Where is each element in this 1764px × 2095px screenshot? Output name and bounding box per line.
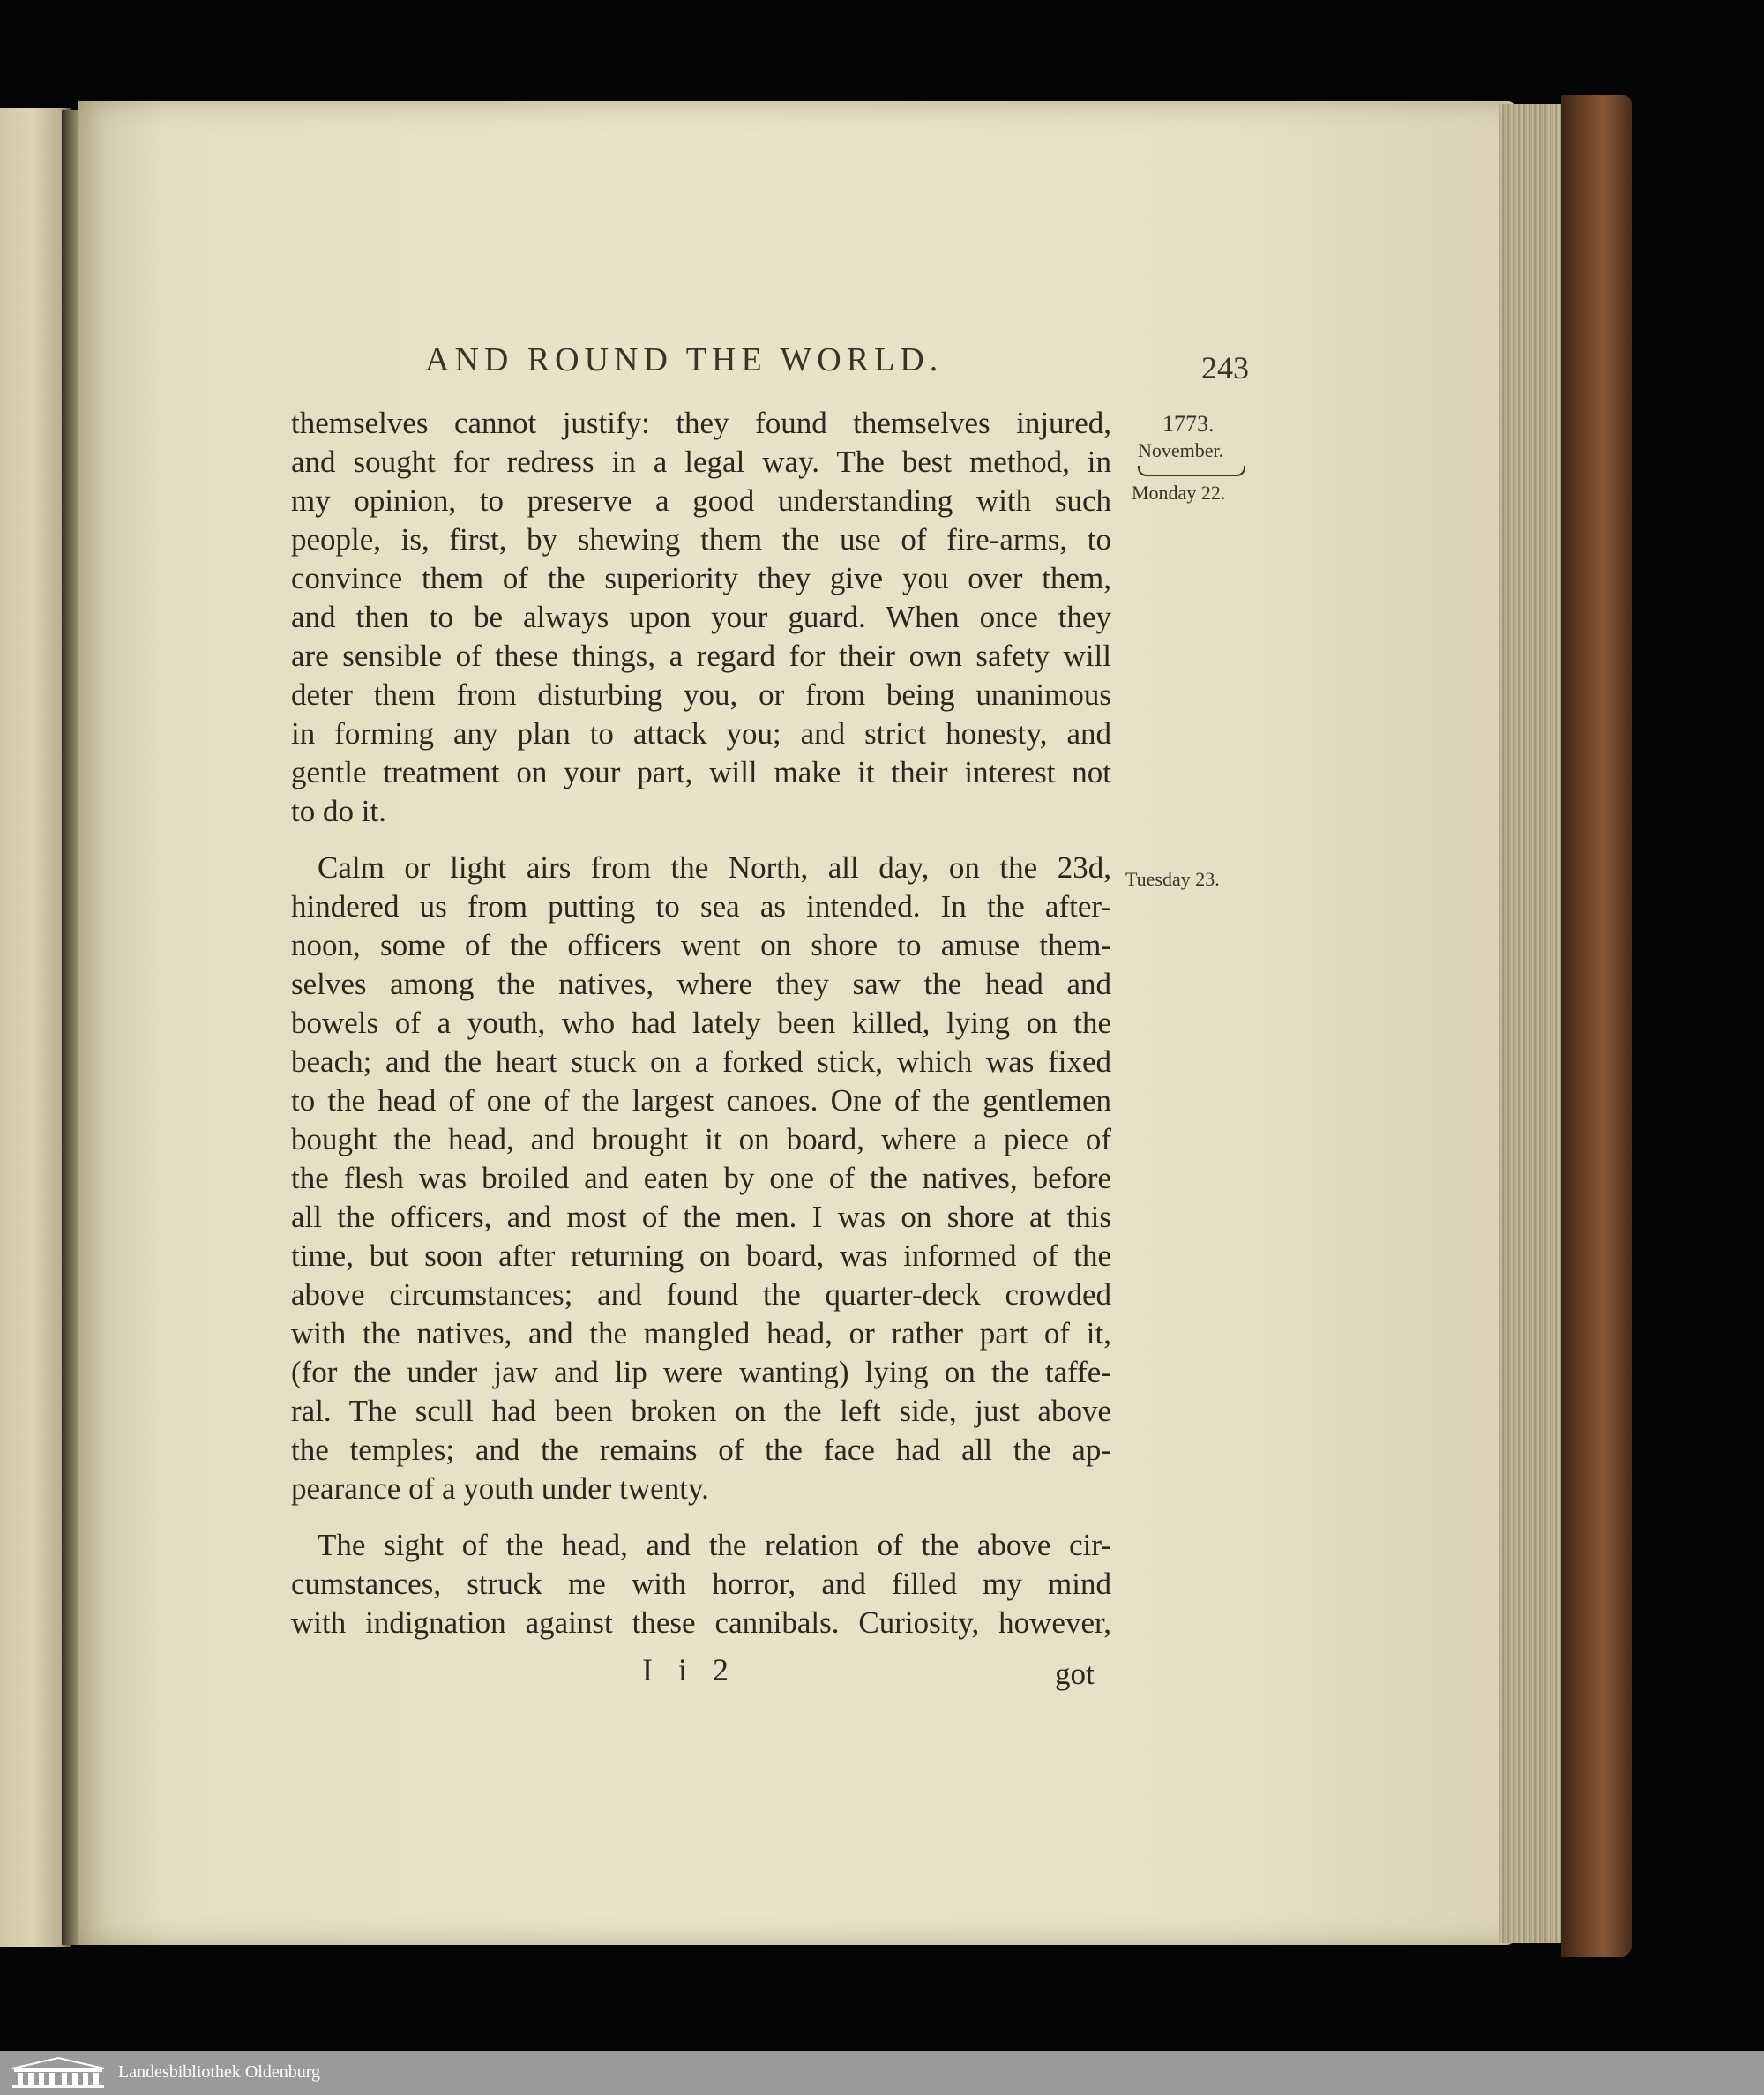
text-line: bowels of a youth, who had lately been killed, lying on the (291, 1006, 1111, 1040)
paragraph-3 (291, 1526, 1111, 1642)
text-line: gentle treatment on your part, will make it their interest not (291, 755, 1111, 789)
text-line: all the officers, and most of the men. I was on shore at this (291, 1200, 1111, 1234)
signature-mark: I i 2 (642, 1652, 737, 1687)
margin-note-year: 1773. (1162, 411, 1215, 437)
text-line: the flesh was broiled and eaten by one of the natives, before (291, 1161, 1111, 1195)
book-cover-edge (1561, 95, 1632, 1957)
text-line: and then to be always upon your guard. When once they (291, 600, 1111, 634)
text-line: The sight of the head, and the relation of the above cir- (318, 1528, 1111, 1562)
paragraph-2 (291, 849, 1111, 1508)
margin-brace (1138, 466, 1245, 476)
text-line: the temples; and the remains of the face had all the ap- (291, 1433, 1111, 1467)
text-line: deter them from disturbing you, or from being unanimous (291, 677, 1111, 712)
text-line: pearance of a youth under twenty. (291, 1471, 709, 1506)
text-line: bought the head, and brought it on board, where a piece of (291, 1122, 1111, 1156)
text-line: convince them of the superiority they give you over them, (291, 561, 1111, 595)
text-line: themselves cannot justify: they found themselves injured, (291, 406, 1111, 440)
text-line: selves among the natives, where they saw the head and (291, 967, 1111, 1001)
text-line: people, is, first, by shewing them the use of fire-arms, to (291, 522, 1111, 557)
text-line: to the head of one of the largest canoes. One of the gentlemen (291, 1083, 1111, 1118)
text-line: are sensible of these things, a regard for their own safety will (291, 639, 1111, 673)
text-line: with indignation against these cannibals. Curiosity, however, (291, 1605, 1111, 1640)
text-line: Calm or light airs from the North, all day, on the 23d, (318, 850, 1111, 885)
running-title: AND ROUND THE WORLD. (425, 341, 944, 378)
text-line: noon, some of the officers went on shore to amuse them- (291, 928, 1111, 962)
library-footer-bar (0, 2051, 1764, 2095)
text-line: ral. The scull had been broken on the left side, just above (291, 1394, 1111, 1428)
text-line: (for the under jaw and lip were wanting) lying on the taffe- (291, 1355, 1111, 1389)
text-line: hindered us from putting to sea as intended. In the after- (291, 889, 1111, 924)
text-line: cumstances, struck me with horror, and filled my mind (291, 1567, 1111, 1601)
catchword: got (1055, 1657, 1095, 1691)
text-line: in forming any plan to attack you; and strict honesty, and (291, 716, 1111, 751)
margin-note-monday: Monday 22. (1132, 482, 1226, 504)
text-line: with the natives, and the mangled head, or rather part of it, (291, 1316, 1111, 1351)
text-line: my opinion, to preserve a good understanding with such (291, 483, 1111, 518)
text-line: beach; and the heart stuck on a forked stick, which was fixed (291, 1044, 1111, 1079)
margin-note-tuesday: Tuesday 23. (1125, 868, 1220, 890)
library-name: Landesbibliothek Oldenburg (118, 2062, 321, 2082)
margin-note-month: November. (1138, 439, 1224, 461)
text-line: and sought for redress in a legal way. The best method, in (291, 445, 1111, 479)
paragraph-1 (291, 404, 1111, 831)
text-line: time, but soon after returning on board, was informed of the (291, 1238, 1111, 1273)
facing-page-edge (0, 108, 71, 1947)
text-line: above circumstances; and found the quarter-deck crowded (291, 1277, 1111, 1312)
page-number: 243 (1201, 350, 1249, 385)
text-line: to do it. (291, 794, 386, 828)
library-building-icon (9, 2056, 108, 2090)
